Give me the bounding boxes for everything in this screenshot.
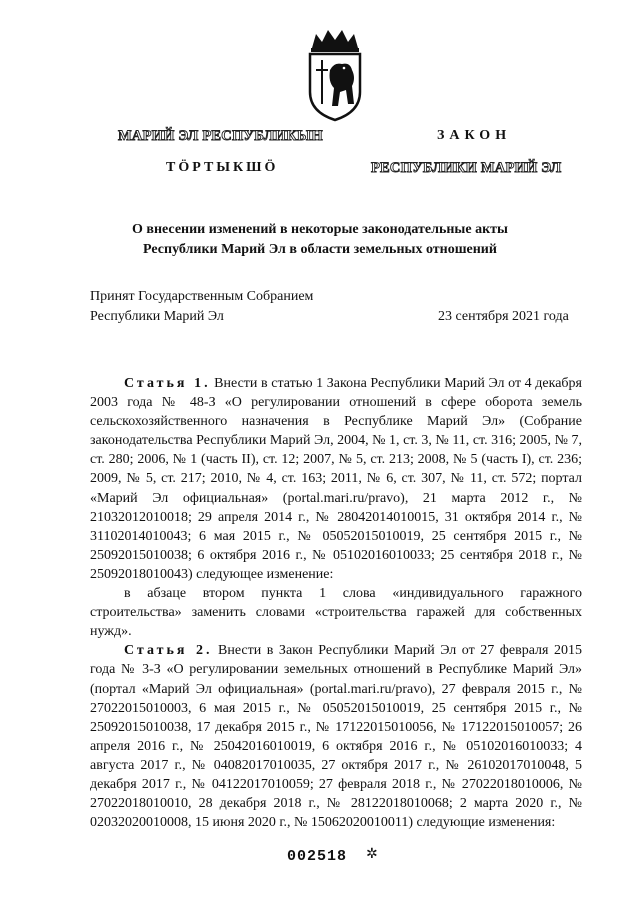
serial-mark-icon: ✲ (366, 847, 378, 862)
header-left-line1: МАРИЙ ЭЛ РЕСПУБЛИКЫН (118, 128, 323, 144)
article-2 (90, 641, 582, 832)
header-right-line1: ЗАКОН (437, 128, 512, 143)
adopted-date: 23 сентября 2021 года (438, 309, 569, 324)
serial-number: 002518 (287, 848, 348, 865)
article-1-label: Статья 1. (124, 376, 211, 391)
article-1-amendment: в абзаце втором пункта 1 слова «индивидуального гаражного строительства» заменить словами «строительства гаражей для собственных нужд». (90, 586, 582, 640)
header-right-line2: РЕСПУБЛИКИ МАРИЙ ЭЛ (371, 160, 562, 176)
article-2-label: Статья 2. (124, 643, 213, 659)
article-2-text: Внести в Закон Республики Марий Эл от 27 февраля 2015 года № 3-З «О регулировании земельных отношений в Республике Марий Эл» (портал «Марий Эл официальная» (portal.mari.ru/pravo), 27 февраля 2015 г., № 27022015010003, 6 мая 2015 г., № 05052015010019, 25 сентября 2015 г., № 25092015010038, 17 декабря 2015 г., № 17122015010056, № 17122015010057; 26 апреля 2016 г., № 25042016010019, 6 октября 2016 г., № 05102016010033; 4 августа 2017 г., № 04082017010035, 27 октября 2017 г., № 26102017010048, 5 декабря 2017 г., № 04122017010059; 27 февраля 2018 г., № 27022018010006, № 27022018010010, 28 декабря 2018 г., № 28122018010068; 2 марта 2020 г., № 02032020010008, 15 июня 2020 г., № 15062020010011) следующие изменения: (90, 643, 582, 831)
article-1 (90, 374, 582, 584)
adopted-by (90, 287, 313, 327)
article-1-text: Внести в статью 1 Закона Республики Марий Эл от 4 декабря 2003 года № 48-З «О регулировании отношений в сфере оборота земель сельскохозяйственного назначения в Республике Марий Эл» (Собрание законодательства Республики Марий Эл, 2004, № 1, ст. 3, № 11, ст. 316; 2005, № 7, ст. 280; 2006, № 1 (часть II), ст. 12; 2007, № 5, ст. 213; 2008, № 5 (часть I), ст. 236; 2009, № 5, ст. 217; 2010, № 4, ст. 163; 2011, № 6, ст. 307, № 11, ст. 572; портал «Марий Эл официальная» (portal.mari.ru/pravo), 21 марта 2012 г., № 21032012010018; 29 апреля 2014 г., № 28042014010015, 31 октября 2014 г., № 31102014010043; 6 мая 2015 г., № 05052015010019, 25 сентября 2015 г., № 25092015010038; 6 октября 2016 г., № 05102016010033; 25 сентября 2018 г., № 25092018010043) следующее изменение: (90, 376, 582, 582)
law-title-line2: Республики Марий Эл в области земельных отношений (143, 242, 497, 257)
law-title-line1: О внесении изменений в некоторые законодательные акты (132, 222, 508, 237)
law-title (0, 220, 640, 260)
coat-of-arms-icon (300, 26, 370, 124)
law-body (90, 374, 582, 832)
header-left-line2: ТӦРТЫКШӦ (166, 160, 279, 175)
adopted-line2: Республики Марий Эл (90, 309, 224, 324)
adopted-line1: Принят Государственным Собранием (90, 289, 314, 304)
